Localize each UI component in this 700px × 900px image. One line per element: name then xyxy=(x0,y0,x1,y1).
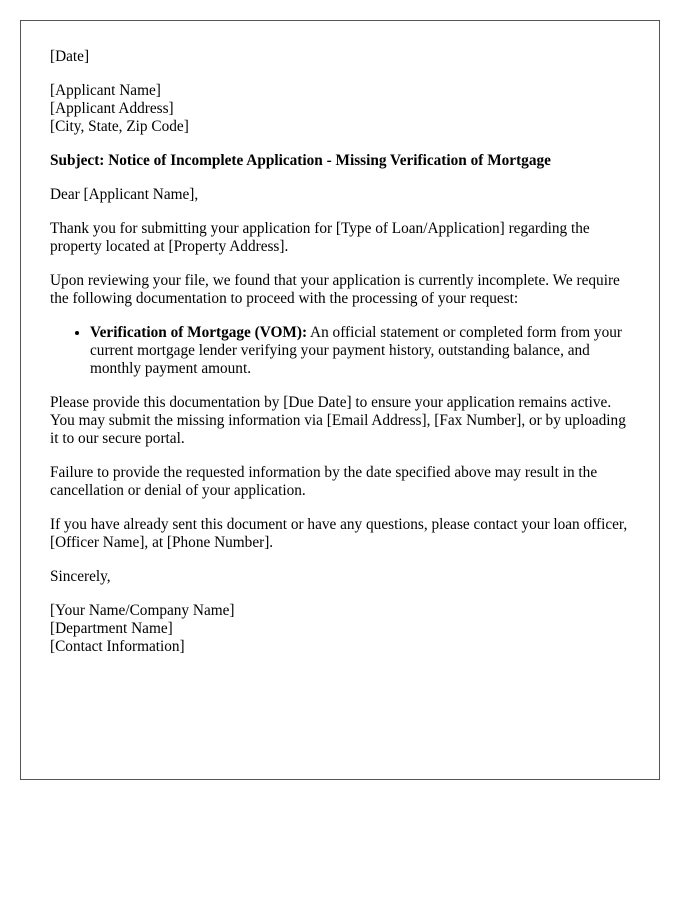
recipient-name: [Applicant Name] xyxy=(50,82,161,99)
signature-contact-info: [Contact Information] xyxy=(50,638,185,655)
signature-name-company: [Your Name/Company Name] xyxy=(50,602,235,619)
document-name: Verification of Mortgage (VOM): xyxy=(90,324,308,341)
recipient-address: [Applicant Address] xyxy=(50,100,174,117)
consequence-paragraph: Failure to provide the requested information by the date specified above may result in the cancellation or denial of your application. xyxy=(50,464,598,499)
letter-body xyxy=(50,48,635,672)
recipient-city-state-zip: [City, State, Zip Code] xyxy=(50,118,189,135)
signature-block xyxy=(50,602,635,656)
review-paragraph: Upon reviewing your file, we found that your application is currently incomplete. We require the following documentation to proceed with the processing of your request: xyxy=(50,272,620,307)
closing: Sincerely, xyxy=(50,568,111,585)
contact-paragraph: If you have already sent this document or have any questions, please contact your loan officer, [Officer Name], at [Phone Number]. xyxy=(50,516,628,551)
recipient-address-block xyxy=(50,82,635,136)
letter-subject: Subject: Notice of Incomplete Application - Missing Verification of Mortgage xyxy=(50,152,551,169)
letter-frame xyxy=(20,20,660,780)
required-documents-list xyxy=(50,324,635,378)
salutation: Dear [Applicant Name], xyxy=(50,186,199,203)
deadline-paragraph: Please provide this documentation by [Due Date] to ensure your application remains active. You may submit the missing information via [Email Address], [Fax Number], or by uploading it to our secure portal. xyxy=(50,394,626,447)
intro-paragraph: Thank you for submitting your application for [Type of Loan/Application] regarding the property located at [Property Address]. xyxy=(50,220,590,255)
list-item xyxy=(90,324,635,378)
document-description: An official statement or completed form from your current mortgage lender verifying your payment history, outstanding balance, and monthly payment amount. xyxy=(90,324,622,377)
letter-date: [Date] xyxy=(50,48,90,65)
signature-department: [Department Name] xyxy=(50,620,173,637)
